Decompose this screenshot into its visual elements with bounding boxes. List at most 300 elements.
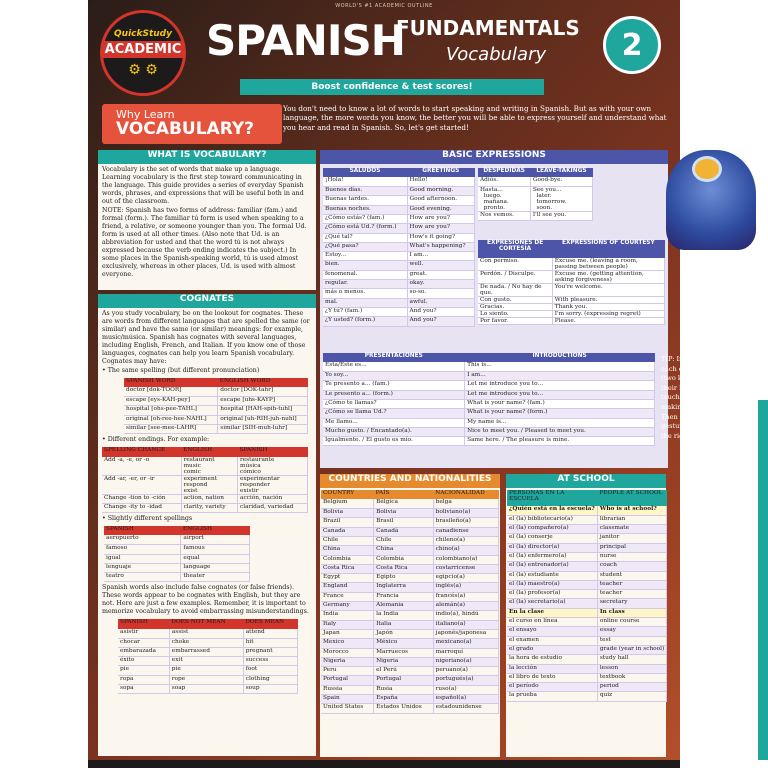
different-endings-rows <box>102 457 308 513</box>
table-cell: well. <box>407 261 474 270</box>
table-header: SPANISH <box>237 447 307 456</box>
intro-text: You don't need to know a lot of words to start speaking and writing in Spanish. But as with your own language, the more words you know, the better you will be able to express yourself and understand what you hear and read in Spanish. So, let's get started! <box>283 104 667 132</box>
table-cell: Costa Rica <box>321 564 374 573</box>
table-row <box>124 406 308 415</box>
table-header: SPANISH <box>118 619 169 628</box>
table-row <box>104 563 250 572</box>
table-cell: I am... <box>407 252 474 261</box>
table-cell: Italy <box>321 620 374 629</box>
table-cell: Gracias. <box>478 304 552 311</box>
table-row <box>507 571 667 580</box>
table-cell: Belgium <box>321 499 374 508</box>
table-cell: canadiense <box>433 527 498 536</box>
table-header: EXPRESIONES DE CORTESÍA <box>478 240 552 258</box>
table-row <box>323 205 475 214</box>
table-cell: el curso en línea <box>507 618 597 627</box>
table-row <box>478 297 665 304</box>
table-cell: great. <box>407 270 474 279</box>
table-row <box>104 535 250 544</box>
table-cell: acción, nación <box>237 494 307 503</box>
what-paragraph-1: Vocabulary is the set of words that make up a language. Learning vocabulary is the first step toward communicating in the language. This guide provides a series of everyday Spanish words, phrases, and expressions that will be useful both in and out of the classroom. <box>102 166 304 205</box>
table-row <box>323 187 475 196</box>
table-cell: Marruecos <box>374 648 434 657</box>
table-header: SPANISH WORD <box>124 378 218 387</box>
table-cell: el ensayo <box>507 627 597 636</box>
table-cell: Please. <box>552 318 664 325</box>
table-cell: el (la) conserje <box>507 534 597 543</box>
table-row <box>321 657 499 666</box>
table-cell: hit <box>243 638 297 647</box>
table-cell: lesson <box>597 664 666 673</box>
table-cell: francés(a) <box>433 592 498 601</box>
table-cell: Esta/Este es... <box>323 362 465 371</box>
table-cell: assist <box>169 629 243 638</box>
table-cell: Let me introduce you to... <box>465 381 655 390</box>
table-header: PERSONAS EN LA ESCUELA <box>507 490 597 506</box>
at-school-panel <box>506 474 666 757</box>
table-row <box>102 494 308 503</box>
table-row <box>507 664 667 673</box>
table-row <box>118 675 298 684</box>
table-cell: experiment respond exist <box>181 475 237 494</box>
table-cell: embarazada <box>118 647 169 656</box>
table-cell: United States <box>321 704 374 713</box>
table-cell: Brazil <box>321 518 374 527</box>
table-cell: Adiós. <box>478 177 530 186</box>
table-header: PAÍS <box>374 490 434 499</box>
table-cell: secretary <box>597 599 666 608</box>
table-cell: Italia <box>374 620 434 629</box>
table-cell: el examen <box>507 636 597 645</box>
table-cell: ruso(a) <box>433 685 498 694</box>
table-row <box>321 564 499 573</box>
table-cell: test <box>597 636 666 645</box>
table-row <box>507 590 667 599</box>
table-header: COUNTRY <box>321 490 374 499</box>
table-row <box>323 418 655 427</box>
table-row <box>321 611 499 620</box>
table-row <box>321 574 499 583</box>
tip-text: TIP: In Spain, people greet each other with dos besos (two kisses) by turning their heads to the left, touching right cheeks, and making a kissing sound. Then they repeat the gesture, turning heads to the right. <box>661 355 751 440</box>
table-row <box>507 515 667 524</box>
table-cell: embarrassed <box>169 647 243 656</box>
table-cell: equal <box>181 554 250 563</box>
why-small-label: Why Learn <box>116 108 175 121</box>
table-row <box>507 562 667 571</box>
table-row <box>321 685 499 694</box>
table-cell: Japón <box>374 629 434 638</box>
table-header: PRESENTACIONES <box>323 353 465 362</box>
logo-main-text: ACADEMIC <box>102 41 185 58</box>
table-cell: classmate <box>597 525 666 534</box>
table-header: SALUDOS <box>323 168 407 177</box>
table-cell: famous <box>181 545 250 554</box>
table-cell: Estoy... <box>323 252 407 261</box>
countries-heading: COUNTRIES AND NATIONALITIES <box>320 474 500 488</box>
leave-takings-rows <box>478 177 593 221</box>
table-cell: México <box>374 639 434 648</box>
table-cell: Chile <box>321 536 374 545</box>
table-cell: study hall <box>597 655 666 664</box>
table-row <box>118 647 298 656</box>
table-cell: escape [eys-KAH-pey] <box>124 397 218 406</box>
table-cell: Portugal <box>374 676 434 685</box>
table-cell: Spain <box>321 695 374 704</box>
table-cell: Good morning. <box>407 187 474 196</box>
table-cell: ¿Cómo estás? (fam.) <box>323 214 407 223</box>
table-cell: Perdón. / Disculpe. <box>478 271 552 284</box>
table-cell: marroquí <box>433 648 498 657</box>
table-cell: Good-bye. <box>530 177 592 186</box>
table-row <box>323 261 475 270</box>
table-cell: el (la) profesor(a) <box>507 590 597 599</box>
table-cell: similar [see-mee-LAHR] <box>124 424 218 433</box>
table-row <box>124 397 308 406</box>
table-row <box>321 648 499 657</box>
table-cell: Change -tion to -ción <box>102 494 181 503</box>
table-cell: Morocco <box>321 648 374 657</box>
countries-table <box>321 490 499 714</box>
cognates-bullet-2: • Different endings. For example: <box>102 436 210 444</box>
table-header: PEOPLE AT SCHOOL <box>597 490 666 506</box>
table-cell: el (la) enfermero(a) <box>507 552 597 561</box>
table-header: DOES MEAN <box>243 619 297 628</box>
table-row <box>507 543 667 552</box>
table-cell: doctor [DOK-tahr] <box>218 387 308 396</box>
table-cell: See you... later. tomorrow. soon. <box>530 187 592 212</box>
table-cell: England <box>321 583 374 592</box>
table-cell: hospital [HAH-spih-tuhl] <box>218 406 308 415</box>
table-cell: And you? <box>407 317 474 326</box>
table-row <box>124 387 308 396</box>
table-cell: nurse <box>597 552 666 561</box>
table-row <box>323 427 655 436</box>
table-cell: China <box>374 546 434 555</box>
table-cell: janitor <box>597 534 666 543</box>
table-cell: You're welcome. <box>552 284 664 297</box>
table-cell: chino(a) <box>433 546 498 555</box>
table-cell: similar [SIH-muh-luhr] <box>218 424 308 433</box>
table-row <box>124 415 308 424</box>
table-row <box>102 457 308 476</box>
introductions-rows <box>323 362 655 446</box>
table-cell: Peru <box>321 667 374 676</box>
table-cell: portugués(a) <box>433 676 498 685</box>
table-row <box>104 545 250 554</box>
table-cell: nigeriano(a) <box>433 657 498 666</box>
table-row <box>507 534 667 543</box>
table-row <box>321 620 499 629</box>
table-row <box>507 599 667 608</box>
table-row <box>118 685 298 694</box>
table-cell: teacher <box>597 580 666 589</box>
table-cell: so-so. <box>407 289 474 298</box>
table-cell: ¿Qué pasa? <box>323 242 407 251</box>
cognates-panel <box>98 294 316 756</box>
table-cell: Nos vemos. <box>478 212 530 221</box>
school-rows <box>507 506 667 701</box>
table-cell: restaurante música cómico <box>237 457 307 476</box>
table-cell: la lección <box>507 664 597 673</box>
table-cell: Mexico <box>321 639 374 648</box>
table-row <box>323 437 655 446</box>
table-cell: This is... <box>465 362 655 371</box>
quickstudy-logo <box>100 10 186 96</box>
cognates-heading: COGNATES <box>98 294 316 308</box>
table-row <box>323 233 475 242</box>
table-row <box>321 518 499 527</box>
table-cell: Excuse me. (getting attention, asking forgiveness) <box>552 271 664 284</box>
table-cell: restaurant music comic <box>181 457 237 476</box>
table-cell: brasileño(a) <box>433 518 498 527</box>
table-cell: regular. <box>323 280 407 289</box>
table-cell: mexicano(a) <box>433 639 498 648</box>
table-cell: Egipto <box>374 574 434 583</box>
table-cell: Por favor. <box>478 318 552 325</box>
table-cell: soap <box>169 685 243 694</box>
table-cell: rope <box>169 675 243 684</box>
table-cell: awful. <box>407 298 474 307</box>
table-cell: claridad, variedad <box>237 503 307 512</box>
table-cell: la hora de estudio <box>507 655 597 664</box>
table-cell: el Perú <box>374 667 434 676</box>
table-cell: colombiano(a) <box>433 555 498 564</box>
table-cell: Rusia <box>374 685 434 694</box>
table-row <box>104 554 250 563</box>
table-cell: attend <box>243 629 297 638</box>
table-cell: famoso <box>104 545 181 554</box>
table-row <box>478 212 593 221</box>
table-row <box>321 592 499 601</box>
table-cell: Good afternoon. <box>407 196 474 205</box>
table-cell: Igualmente. / El gusto es mío. <box>323 437 465 446</box>
table-cell: Bolivia <box>321 509 374 518</box>
table-row <box>507 627 667 636</box>
table-cell: Add -ar, -er, or -ir <box>102 475 181 494</box>
table-row <box>104 573 250 582</box>
table-header: SPELLING CHANGE <box>102 447 181 456</box>
side-tab <box>758 400 768 760</box>
table-cell: chocar <box>118 638 169 647</box>
table-row <box>323 270 475 279</box>
table-cell: clarity, variety <box>181 503 237 512</box>
table-cell: Add -a, -e, or -o <box>102 457 181 476</box>
section-cell: In class <box>597 608 666 617</box>
table-row <box>323 289 475 298</box>
table-cell: fenomenal. <box>323 270 407 279</box>
table-cell: How's it going? <box>407 233 474 242</box>
introductions-table <box>323 353 655 446</box>
table-cell: el libro de texto <box>507 673 597 682</box>
table-row <box>124 424 308 433</box>
table-cell: soup <box>243 685 297 694</box>
table-cell: Costa Rica <box>374 564 434 573</box>
table-header: ENGLISH <box>181 447 237 456</box>
table-header: ENGLISH <box>181 526 250 535</box>
table-cell: Nigeria <box>321 657 374 666</box>
table-cell: Buenas noches. <box>323 205 407 214</box>
logo-top-text: QuickStudy <box>114 28 172 39</box>
table-row <box>323 214 475 223</box>
table-row <box>118 666 298 675</box>
table-cell: clothing <box>243 675 297 684</box>
table-cell: escape [uhs-KAYP] <box>218 397 308 406</box>
table-row <box>507 618 667 627</box>
table-cell: grade (year in school) <box>597 645 666 654</box>
table-cell: Hasta... luego. mañana. pronto. <box>478 187 530 212</box>
table-row <box>323 409 655 418</box>
table-cell: I'll see you. <box>530 212 592 221</box>
countries-panel <box>320 474 500 757</box>
slightly-different-rows <box>104 535 250 581</box>
table-row <box>323 307 475 316</box>
subtitle-vocabulary: Vocabulary <box>446 44 547 65</box>
table-cell: el (la) estudiante <box>507 571 597 580</box>
table-cell: Colombia <box>321 555 374 564</box>
table-cell: essay <box>597 627 666 636</box>
table-cell: India <box>321 611 374 620</box>
table-cell: Buenas tardes. <box>323 196 407 205</box>
table-cell: Me llamo... <box>323 418 465 427</box>
table-row <box>323 298 475 307</box>
table-cell: quiz <box>597 692 666 701</box>
table-cell: Same here. / The pleasure is mine. <box>465 437 655 446</box>
table-row <box>478 311 665 318</box>
cognates-bullet-3: • Slightly different spellings <box>102 515 193 523</box>
table-cell: Germany <box>321 602 374 611</box>
table-cell: el (la) maestro(a) <box>507 580 597 589</box>
table-cell: belga <box>433 499 498 508</box>
table-cell: Estados Unidos <box>374 704 434 713</box>
table-cell: el (la) entrenador(a) <box>507 562 597 571</box>
table-cell: Hello! <box>407 177 474 186</box>
cognates-paragraph-1: As you study vocabulary, be on the lookout for cognates. These are words from different languages that are spelled the same (or similar) and have the same (or similar) meanings: for example, music/música. Spanish has cognates with several languages, including English, French, and Italian. If you know one of those languages, cognates can help you learn Spanish vocabulary. Cognates may have: <box>102 310 310 365</box>
table-cell: pie <box>169 666 243 675</box>
table-row <box>507 636 667 645</box>
table-row <box>321 639 499 648</box>
table-cell: De nada. / No hay de que. <box>478 284 552 297</box>
table-row <box>323 390 655 399</box>
what-is-vocabulary-heading: WHAT IS VOCABULARY? <box>98 150 316 164</box>
table-cell: estadounidense <box>433 704 498 713</box>
leave-takings-table <box>478 168 593 221</box>
table-cell: Canadá <box>374 527 434 536</box>
table-cell: el (la) compañero(a) <box>507 525 597 534</box>
table-row <box>507 580 667 589</box>
cognates-bullet-3-text: Slightly different spellings <box>107 515 193 523</box>
table-cell: Alemania <box>374 602 434 611</box>
greetings-rows <box>323 177 475 326</box>
table-cell: With pleasure. <box>552 297 664 304</box>
table-cell: teacher <box>597 590 666 599</box>
table-cell: el grado <box>507 645 597 654</box>
table-row <box>478 284 665 297</box>
table-header: SPANISH <box>104 526 181 535</box>
table-cell: Francia <box>374 592 434 601</box>
table-cell: España <box>374 695 434 704</box>
table-row <box>321 629 499 638</box>
table-cell: language <box>181 563 250 572</box>
table-row <box>478 318 665 325</box>
top-line: WORLD'S #1 ACADEMIC OUTLINE <box>335 3 433 9</box>
table-row <box>507 673 667 682</box>
table-cell: teatro <box>104 573 181 582</box>
table-cell: hospital [ohs-pee-TAHL] <box>124 406 218 415</box>
footer-bar <box>88 760 680 768</box>
table-cell: peruano(a) <box>433 667 498 676</box>
table-cell: France <box>321 592 374 601</box>
table-row <box>321 583 499 592</box>
table-row <box>102 475 308 494</box>
table-cell: Colombia <box>374 555 434 564</box>
table-cell: experimentar responder existir <box>237 475 307 494</box>
cognates-bullet-1-text: The same spelling (but different pronunciation) <box>107 367 260 374</box>
table-row <box>321 509 499 518</box>
countries-rows <box>321 499 499 713</box>
table-cell: What's happening? <box>407 242 474 251</box>
table-cell: asistir <box>118 629 169 638</box>
same-spelling-rows <box>124 387 308 433</box>
table-row <box>321 695 499 704</box>
table-cell: principal <box>597 543 666 552</box>
table-cell: pie <box>118 666 169 675</box>
table-cell: egipcio(a) <box>433 574 498 583</box>
table-cell: japonés/japonesa <box>433 629 498 638</box>
courtesy-table <box>478 240 665 325</box>
table-row <box>323 252 475 261</box>
tagline: Boost confidence & test scores! <box>240 79 544 95</box>
table-header: DESPEDIDAS <box>478 168 530 177</box>
table-cell: Te presento a... (fam.) <box>323 381 465 390</box>
false-cognates-paragraph: Spanish words also include false cognates (or false friends). These words appear to be cognates with English, but they are not. Here are just a few examples. Remember, it is important to memorize vocabulary to avoid embarrassing misunderstandings. <box>102 584 309 616</box>
section-row <box>507 608 667 617</box>
table-row <box>321 536 499 545</box>
table-row <box>323 177 475 186</box>
table-cell: exit <box>169 657 243 666</box>
table-cell: bien. <box>323 261 407 270</box>
table-row <box>323 381 655 390</box>
table-cell: doctor [dok-TOOR] <box>124 387 218 396</box>
table-row <box>118 657 298 666</box>
table-cell: Russia <box>321 685 374 694</box>
table-row <box>323 242 475 251</box>
table-cell: And you? <box>407 307 474 316</box>
school-table <box>507 490 667 702</box>
table-cell: Bélgica <box>374 499 434 508</box>
table-cell: ¿Y usted? (form.) <box>323 317 407 326</box>
table-cell: el (la) bibliotecario(a) <box>507 515 597 524</box>
table-cell: Excuse me. (leaving a room, passing between people) <box>552 258 664 271</box>
table-cell: original [oh-ree-hee-NAHL] <box>124 415 218 424</box>
table-cell: success <box>243 657 297 666</box>
table-cell: el (la) secretario(a) <box>507 599 597 608</box>
table-cell: What is your name? (form.) <box>465 409 655 418</box>
table-cell: el período <box>507 683 597 692</box>
table-cell: okay. <box>407 280 474 289</box>
section-row <box>507 506 667 515</box>
table-cell: librarian <box>597 515 666 524</box>
table-cell: Le presento a... (form.) <box>323 390 465 399</box>
table-cell: costarricense <box>433 564 498 573</box>
table-row <box>323 196 475 205</box>
table-cell: ¿Cómo está Ud.? (form.) <box>323 224 407 233</box>
table-row <box>323 372 655 381</box>
table-row <box>321 704 499 713</box>
table-cell: ropa <box>118 675 169 684</box>
false-cognates-table <box>118 619 298 694</box>
table-cell: ¿Cómo te llamas? <box>323 399 465 408</box>
table-cell: ¡Hola! <box>323 177 407 186</box>
